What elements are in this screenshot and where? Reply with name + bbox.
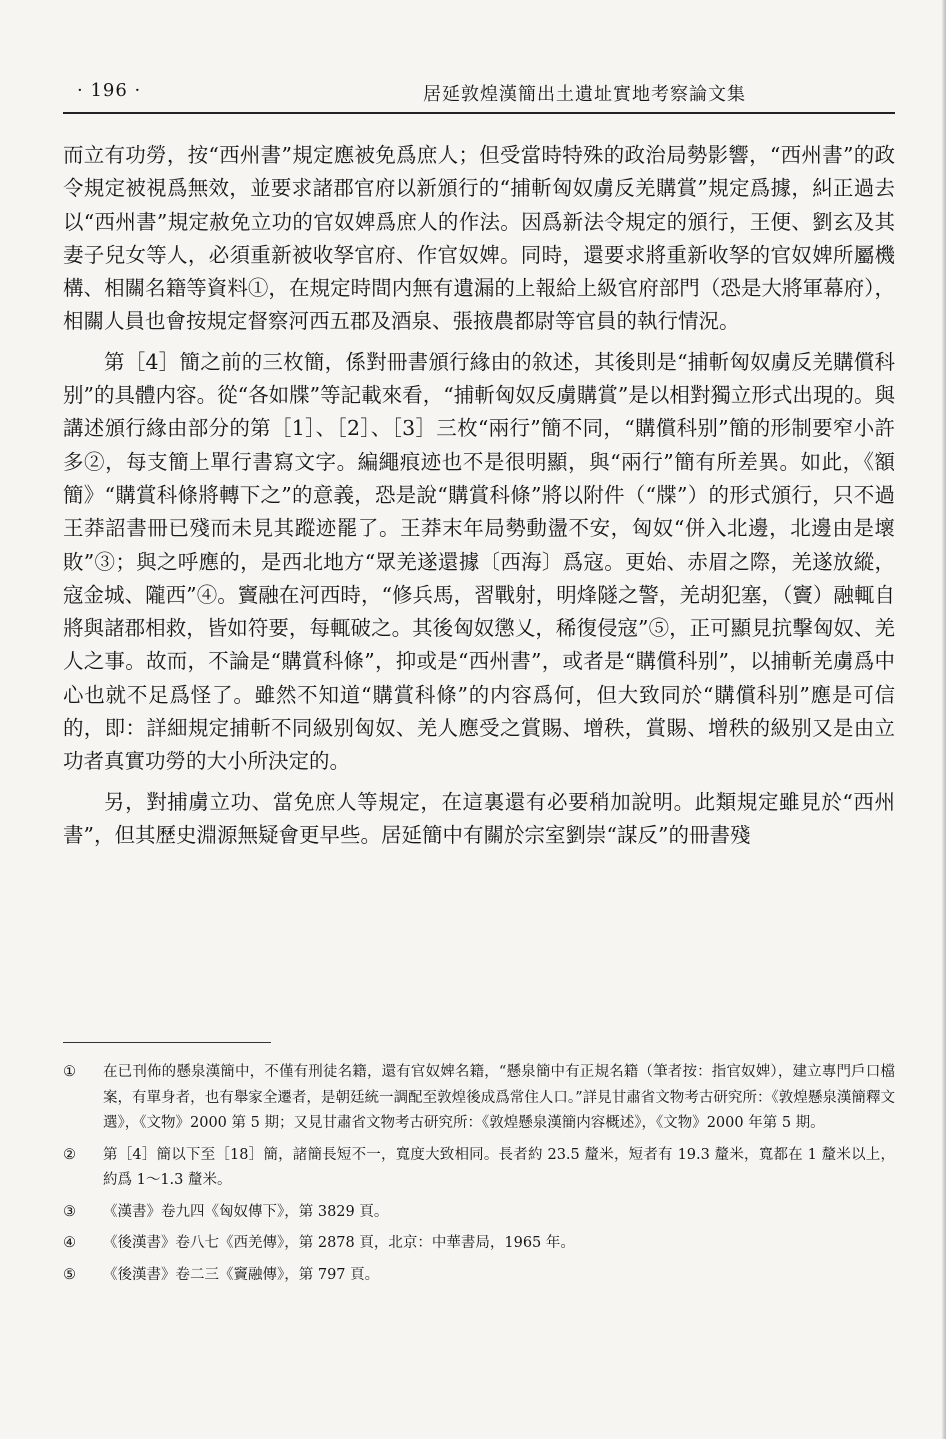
footnote-2 [63, 1143, 895, 1194]
main-text [63, 139, 895, 859]
footnote-text: 在已刊佈的懸泉漢簡中，不僅有刑徒名籍，還有官奴婢名籍，“懸泉簡中有正規名籍（筆者按：指官奴婢），建立專門戶口檔案，有單身者，也有舉家全遷者，是朝廷統一調配至敦煌後成爲常住人口。”詳見甘肅省文物考古研究所：《敦煌懸泉漢簡釋文選》，《文物》2000 第 5 期；又見甘肅省文物考古研究所：《敦煌懸泉漢簡内容概述》，《文物》2000 年第 5 期。 [103, 1064, 895, 1131]
footnote-mark: ④ [63, 1235, 76, 1251]
paragraph-2: 第［4］簡之前的三枚簡，係對冊書頒行緣由的敘述，其後則是“捕斬匈奴虜反羌購償科别”的具體内容。從“各如牒”等記載來看，“捕斬匈奴反虜購賞”是以相對獨立形式出現的。與講述頒行緣由部分的第［1］、［2］、［3］三枚“兩行”簡不同，“購償科别”簡的形制要窄小許多②，每支簡上單行書寫文字。編繩痕迹也不是很明顯，與“兩行”簡有所差異。如此，《額簡》“購賞科條將轉下之”的意義，恐是說“購賞科條”將以附件（“牒”）的形式頒行，只不過王莽詔書冊已殘而未見其蹤迹罷了。王莽末年局勢動盪不安，匈奴“併入北邊，北邊由是壞敗”③；與之呼應的，是西北地方“眾羌遂還據〔西海〕爲寇。更始、赤眉之際，羌遂放縱，寇金城、隴西”④。竇融在河西時，“修兵馬，習戰射，明烽隧之警，羌胡犯塞，（竇）融輒自將與諸郡相救，皆如符要，每輒破之。其後匈奴懲乂，稀復侵寇”⑤，正可顯見抗擊匈奴、羌人之事。故而，不論是“購賞科條”，抑或是“西州書”，或者是“購償科别”，以捕斬羌虜爲中心也就不足爲怪了。雖然不知道“購賞科條”的内容爲何，但大致同於“購償科别”應是可信的，即：詳細規定捕斬不同級别匈奴、羌人應受之賞賜、增秩，賞賜、增秩的級别又是由立功者真實功勞的大小所決定的。 [63, 349, 895, 774]
page-edge-shadow [942, 0, 946, 1439]
footnote-4 [63, 1231, 895, 1257]
page-header [63, 78, 895, 114]
footnote-divider [63, 1042, 271, 1043]
paragraph-1: 而立有功勞，按“西州書”規定應被免爲庶人；但受當時特殊的政治局勢影響，“西州書”的政令規定被視爲無效，並要求諸郡官府以新頒行的“捕斬匈奴虜反羌購賞”規定爲據，糾正過去以“西州書”規定赦免立功的官奴婢爲庶人的作法。因爲新法令規定的頒行，王便、劉玄及其妻子兒女等人，必須重新被收孥官府、作官奴婢。同時，還要求將重新收孥的官奴婢所屬機構、相關名籍等資料①，在規定時間内無有遺漏的上報給上級官府部門（恐是大將軍幕府），相關人員也會按規定督察河西五郡及酒泉、張掖農都尉等官員的執行情況。 [63, 143, 895, 334]
footnotes [63, 1060, 895, 1294]
page-number: · 196 · [77, 80, 142, 101]
footnote-text: 《後漢書》卷二三《竇融傳》，第 797 頁。 [103, 1266, 380, 1283]
paragraph-3: 另，對捕虜立功、當免庶人等規定，在這裏還有必要稍加說明。此類規定雖見於“西州書”，但其歷史淵源無疑會更早些。居延簡中有關於宗室劉崇“謀反”的冊書殘 [63, 789, 895, 847]
footnote-text: 《後漢書》卷八七《西羌傳》，第 2878 頁，北京：中華書局，1965 年。 [103, 1235, 575, 1251]
footnote-5 [63, 1263, 895, 1289]
footnote-mark: ⑤ [63, 1266, 76, 1283]
footnote-text: 《漢書》卷九四《匈奴傳下》，第 3829 頁。 [103, 1203, 389, 1220]
footnote-3 [63, 1200, 895, 1226]
footnote-mark: ② [63, 1146, 76, 1163]
footnote-mark: ① [63, 1064, 76, 1080]
footnote-mark: ③ [63, 1203, 76, 1220]
running-title: 居延敦煌漢簡出土遺址實地考察論文集 [423, 84, 746, 105]
footnote-1 [63, 1060, 895, 1137]
footnote-text: 第［4］簡以下至［18］簡，諸簡長短不一，寬度大致相同。長者約 23.5 釐米，短者有 19.3 釐米，寬都在 1 釐米以上，約爲 1～1.3 釐米。 [103, 1146, 895, 1188]
